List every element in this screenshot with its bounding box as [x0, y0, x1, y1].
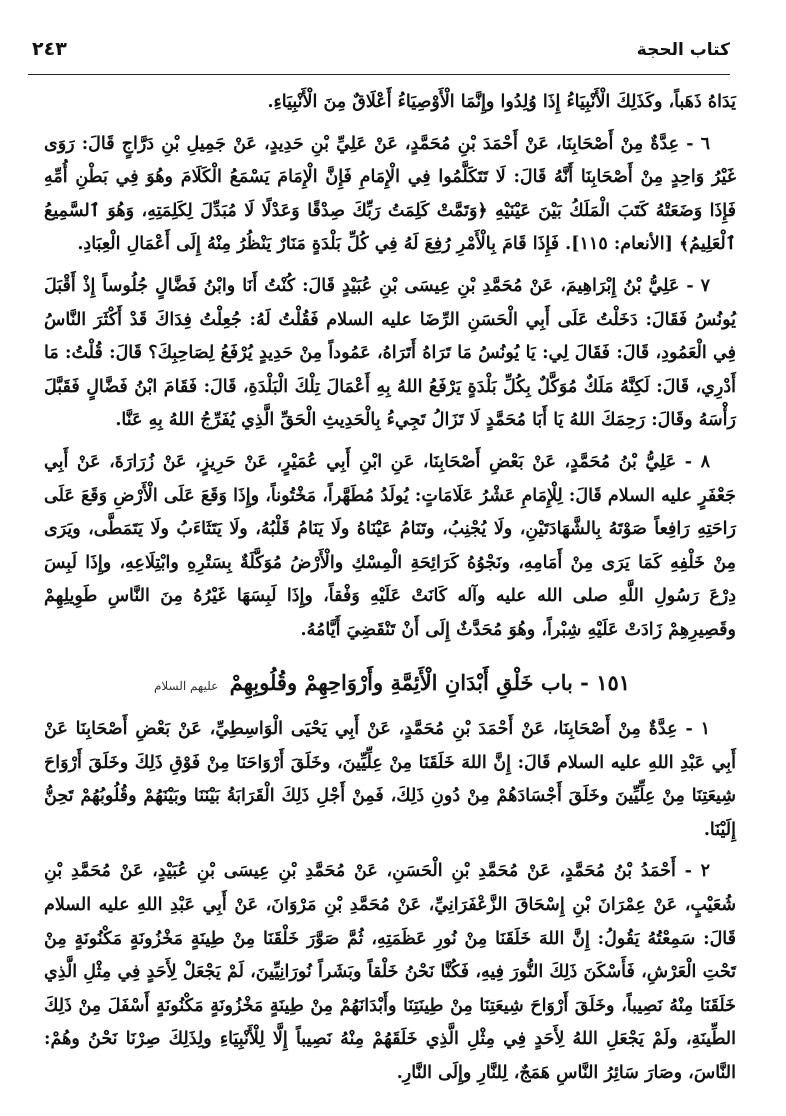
- chapter-hadith-2: ٢ - أَحْمَدُ بْنُ مُحَمَّدٍ، عَنْ مُحَمَّدِ بْنِ الْحَسَنِ، عَنْ مُحَمَّدِ بْنِ عِيسَى بْنِ عُبَيْدٍ، عَنْ مُحَمَّدِ بْنِ شُعَيْبٍ، عَنْ عِمْرَانَ بْنِ إِسْحَاقَ الزَّعْفَرَانِيِّ، عَنْ مُحَمَّدِ بْنِ مَرْوَانَ، عَنْ أَبِي عَبْدِ اللهِ عليه السلام قَالَ: سَمِعْتُهُ يَقُولُ: إِنَّ اللهَ خَلَقَنَا مِنْ نُورِ عَظَمَتِهِ، ثُمَّ صَوَّرَ خَلْقَنَا مِنْ طِينَةٍ مَخْزُونَةٍ مَكْنُونَةٍ مِنْ تَحْتِ الْعَرْشِ، فَأَسْكَنَ ذَلِكَ النُّورَ فِيهِ، فَكُنَّا نَحْنُ خَلْقاً وبَشَراً نُورَانِيِّينَ، لَمْ يَجْعَلْ لِأَحَدٍ فِي مِثْلِ الَّذِي خَلَقَنَا مِنْهُ نَصِيباً، وخَلَقَ أَرْوَاحَ شِيعَتِنَا مِنْ طِينَتِنَا وأَبْدَانَهُمْ مِنْ طِينَةٍ مَخْزُونَةٍ مَكْنُونَةٍ أَسْفَلَ مِنْ ذَلِكَ الطِّينَةِ، ولَمْ يَجْعَلِ اللهُ لِأَحَدٍ فِي مِثْلِ الَّذِي خَلَقَهُمْ مِنْهُ نَصِيباً إِلَّا لِلْأَنْبِيَاءِ ولِذَلِكَ صِرْنَا نَحْنُ وهُمْ: النَّاسَ، وصَارَ سَائِرُ النَّاسِ هَمَجٌ، لِلنَّارِ وإِلَى النَّارِ.: [44, 861, 736, 1084]
- continued-paragraph: يَدَاهُ ذَهَباً، وكَذَلِكَ الْأَنْبِيَاءُ إِذَا وُلِدُوا وإِنَّمَا الْأَوْصِيَاءُ أَعْلَاقٌ مِنَ الْأَنْبِيَاءِ.: [267, 92, 736, 112]
- chapter-hadith-1: ١ - عِدَّةٌ مِنْ أَصْحَابِنَا، عَنْ أَحْمَدَ بْنِ مُحَمَّدٍ، عَنْ أَبِي يَحْيَى الْوَاسِطِيِّ، عَنْ بَعْضِ أَصْحَابِنَا عَنْ أَبِي عَبْدِ اللهِ عليه السلام قَالَ: إِنَّ اللهَ خَلَقَنَا مِنْ عِلِّيِّينَ، وخَلَقَ أَرْوَاحَنَا مِنْ فَوْقِ ذَلِكَ وخَلَقَ أَرْوَاحَ شِيعَتِنَا مِنْ عِلِّيِّينَ وخَلَقَ أَجْسَادَهُمْ مِنْ دُونِ ذَلِكَ، فَمِنْ أَجْلِ ذَلِكَ الْقَرَابَةُ بَيْنَنَا وبَيْنَهُمْ وقُلُوبُهُمْ تَحِنُّ إِلَيْنَا.: [44, 719, 736, 840]
- chapter-title: ١٥١ - باب خَلْقِ أَبْدَانِ الْأَئِمَّةِ وأَرْوَاحِهِمْ وقُلُوبِهِمْ: [229, 669, 631, 695]
- page-number: ٢٤٣: [32, 38, 67, 60]
- hadith-paragraph-7: ٧ - عَلِيُّ بْنُ إِبْرَاهِيمَ، عَنْ مُحَمَّدِ بْنِ عِيسَى بْنِ عُبَيْدٍ قَالَ: كُنْتُ أَنَا وابْنُ فَضَّالٍ جُلُوساً إِذْ أَقْبَلَ يُونُسُ فَقَالَ: دَخَلْتُ عَلَى أَبِي الْحَسَنِ الرِّضَا عليه السلام فَقُلْتُ لَهُ: جُعِلْتُ فِدَاكَ قَدْ أَكْثَرَ النَّاسُ فِي الْعَمُودِ، قَالَ: فَقَالَ لِي: يَا يُونُسُ مَا تَرَاهُ أَتَرَاهُ، عَمُوداً مِنْ حَدِيدٍ يُرْفَعُ لِصَاحِبِكَ؟ قَالَ: قُلْتُ: مَا أَدْرِي، قَالَ: لَكِنَّهُ مَلَكٌ مُوَكَّلٌ بِكُلِّ بَلْدَةٍ يَرْفَعُ اللهُ بِهِ أَعْمَالَ تِلْكَ الْبَلْدَةِ، قَالَ: فَقَامَ ابْنُ فَضَّالٍ فَقَبَّلَ رَأْسَهُ وقَالَ: رَحِمَكَ اللهُ يَا أَبَا مُحَمَّدٍ لَا تَزَالُ تَجِيءُ بِالْحَدِيثِ الْحَقِّ الَّذِي يُفَرِّجُ اللهُ بِهِ عَنَّا.: [44, 275, 736, 431]
- running-header: [28, 34, 730, 75]
- hadith-paragraph-6: ٦ - عِدَّةٌ مِنْ أَصْحَابِنَا، عَنْ أَحْمَدَ بْنِ مُحَمَّدٍ، عَنْ عَلِيِّ بْنِ حَدِيدٍ، عَنْ جَمِيلِ بْنِ دَرَّاجٍ قَالَ: رَوَى غَيْرُ وَاحِدٍ مِنْ أَصْحَابِنَا أَنَّهُ قَالَ: لَا تَتَكَلَّمُوا فِي الْإِمَامِ فَإِنَّ الْإِمَامَ يَسْمَعُ الْكَلَامَ وهُوَ فِي بَطْنِ أُمِّهِ فَإِذَا وَضَعَتْهُ كَتَبَ الْمَلَكُ بَيْنَ عَيْنَيْهِ ﴿وَتَمَّتْ كَلِمَتُ رَبِّكَ صِدْقًا وَعَدْلًا لَا مُبَدِّلَ لِكَلِمَتِهِ، وَهُوَ ٱلسَّمِيعُ ٱلْعَلِيمُ﴾ [الأنعام: ١١٥]. فَإِذَا قَامَ بِالْأَمْرِ رُفِعَ لَهُ فِي كُلِّ بَلْدَةٍ مَنَارٌ يَنْظُرُ مِنْهُ إِلَى أَعْمَالِ الْعِبَادِ.: [44, 133, 736, 255]
- chapter-heading: [44, 666, 736, 704]
- page-body: [44, 86, 736, 1099]
- book-title: كتاب الحجة: [636, 40, 730, 60]
- honorific-glyph-icon: عليهم السلام: [153, 678, 219, 693]
- hadith-paragraph-8: ٨ - عَلِيُّ بْنُ مُحَمَّدٍ، عَنْ بَعْضِ أَصْحَابِنَا، عَنِ ابْنِ أَبِي عُمَيْرٍ، عَنْ حَرِيزٍ، عَنْ زُرَارَةَ، عَنْ أَبِي جَعْفَرٍ عليه السلام قَالَ: لِلْإِمَامِ عَشْرُ عَلَامَاتٍ: يُولَدُ مُطَهَّراً، مَخْتُوناً، وإِذَا وَقَعَ عَلَى الْأَرْضِ وَقَعَ عَلَى رَاحَتِهِ رَافِعاً صَوْتَهُ بِالشَّهَادَتَيْنِ، ولَا يُجْنِبُ، وتَنَامُ عَيْنَاهُ ولَا يَنَامُ قَلْبُهُ، ولَا يَتَثَاءَبُ ولَا يَتَمَطَّى، ويَرَى مِنْ خَلْفِهِ كَمَا يَرَى مِنْ أَمَامِهِ، ونَجْوُهُ كَرَائِحَةِ الْمِسْكِ والْأَرْضُ مُوَكَّلَةٌ بِسَتْرِهِ وابْتِلَاعِهِ، وإِذَا لَبِسَ دِرْعَ رَسُولِ اللَّهِ صلى الله عليه وآله كَانَتْ عَلَيْهِ وَفْقاً، وإِذَا لَبِسَهَا غَيْرُهُ مِنَ النَّاسِ طَوِيلِهِمْ وقَصِيرِهِمْ زَادَتْ عَلَيْهِ شِبْراً، وهُوَ مُحَدَّثٌ إِلَى أَنْ تَنْقَضِيَ أَيَّامُهُ.: [44, 451, 736, 640]
